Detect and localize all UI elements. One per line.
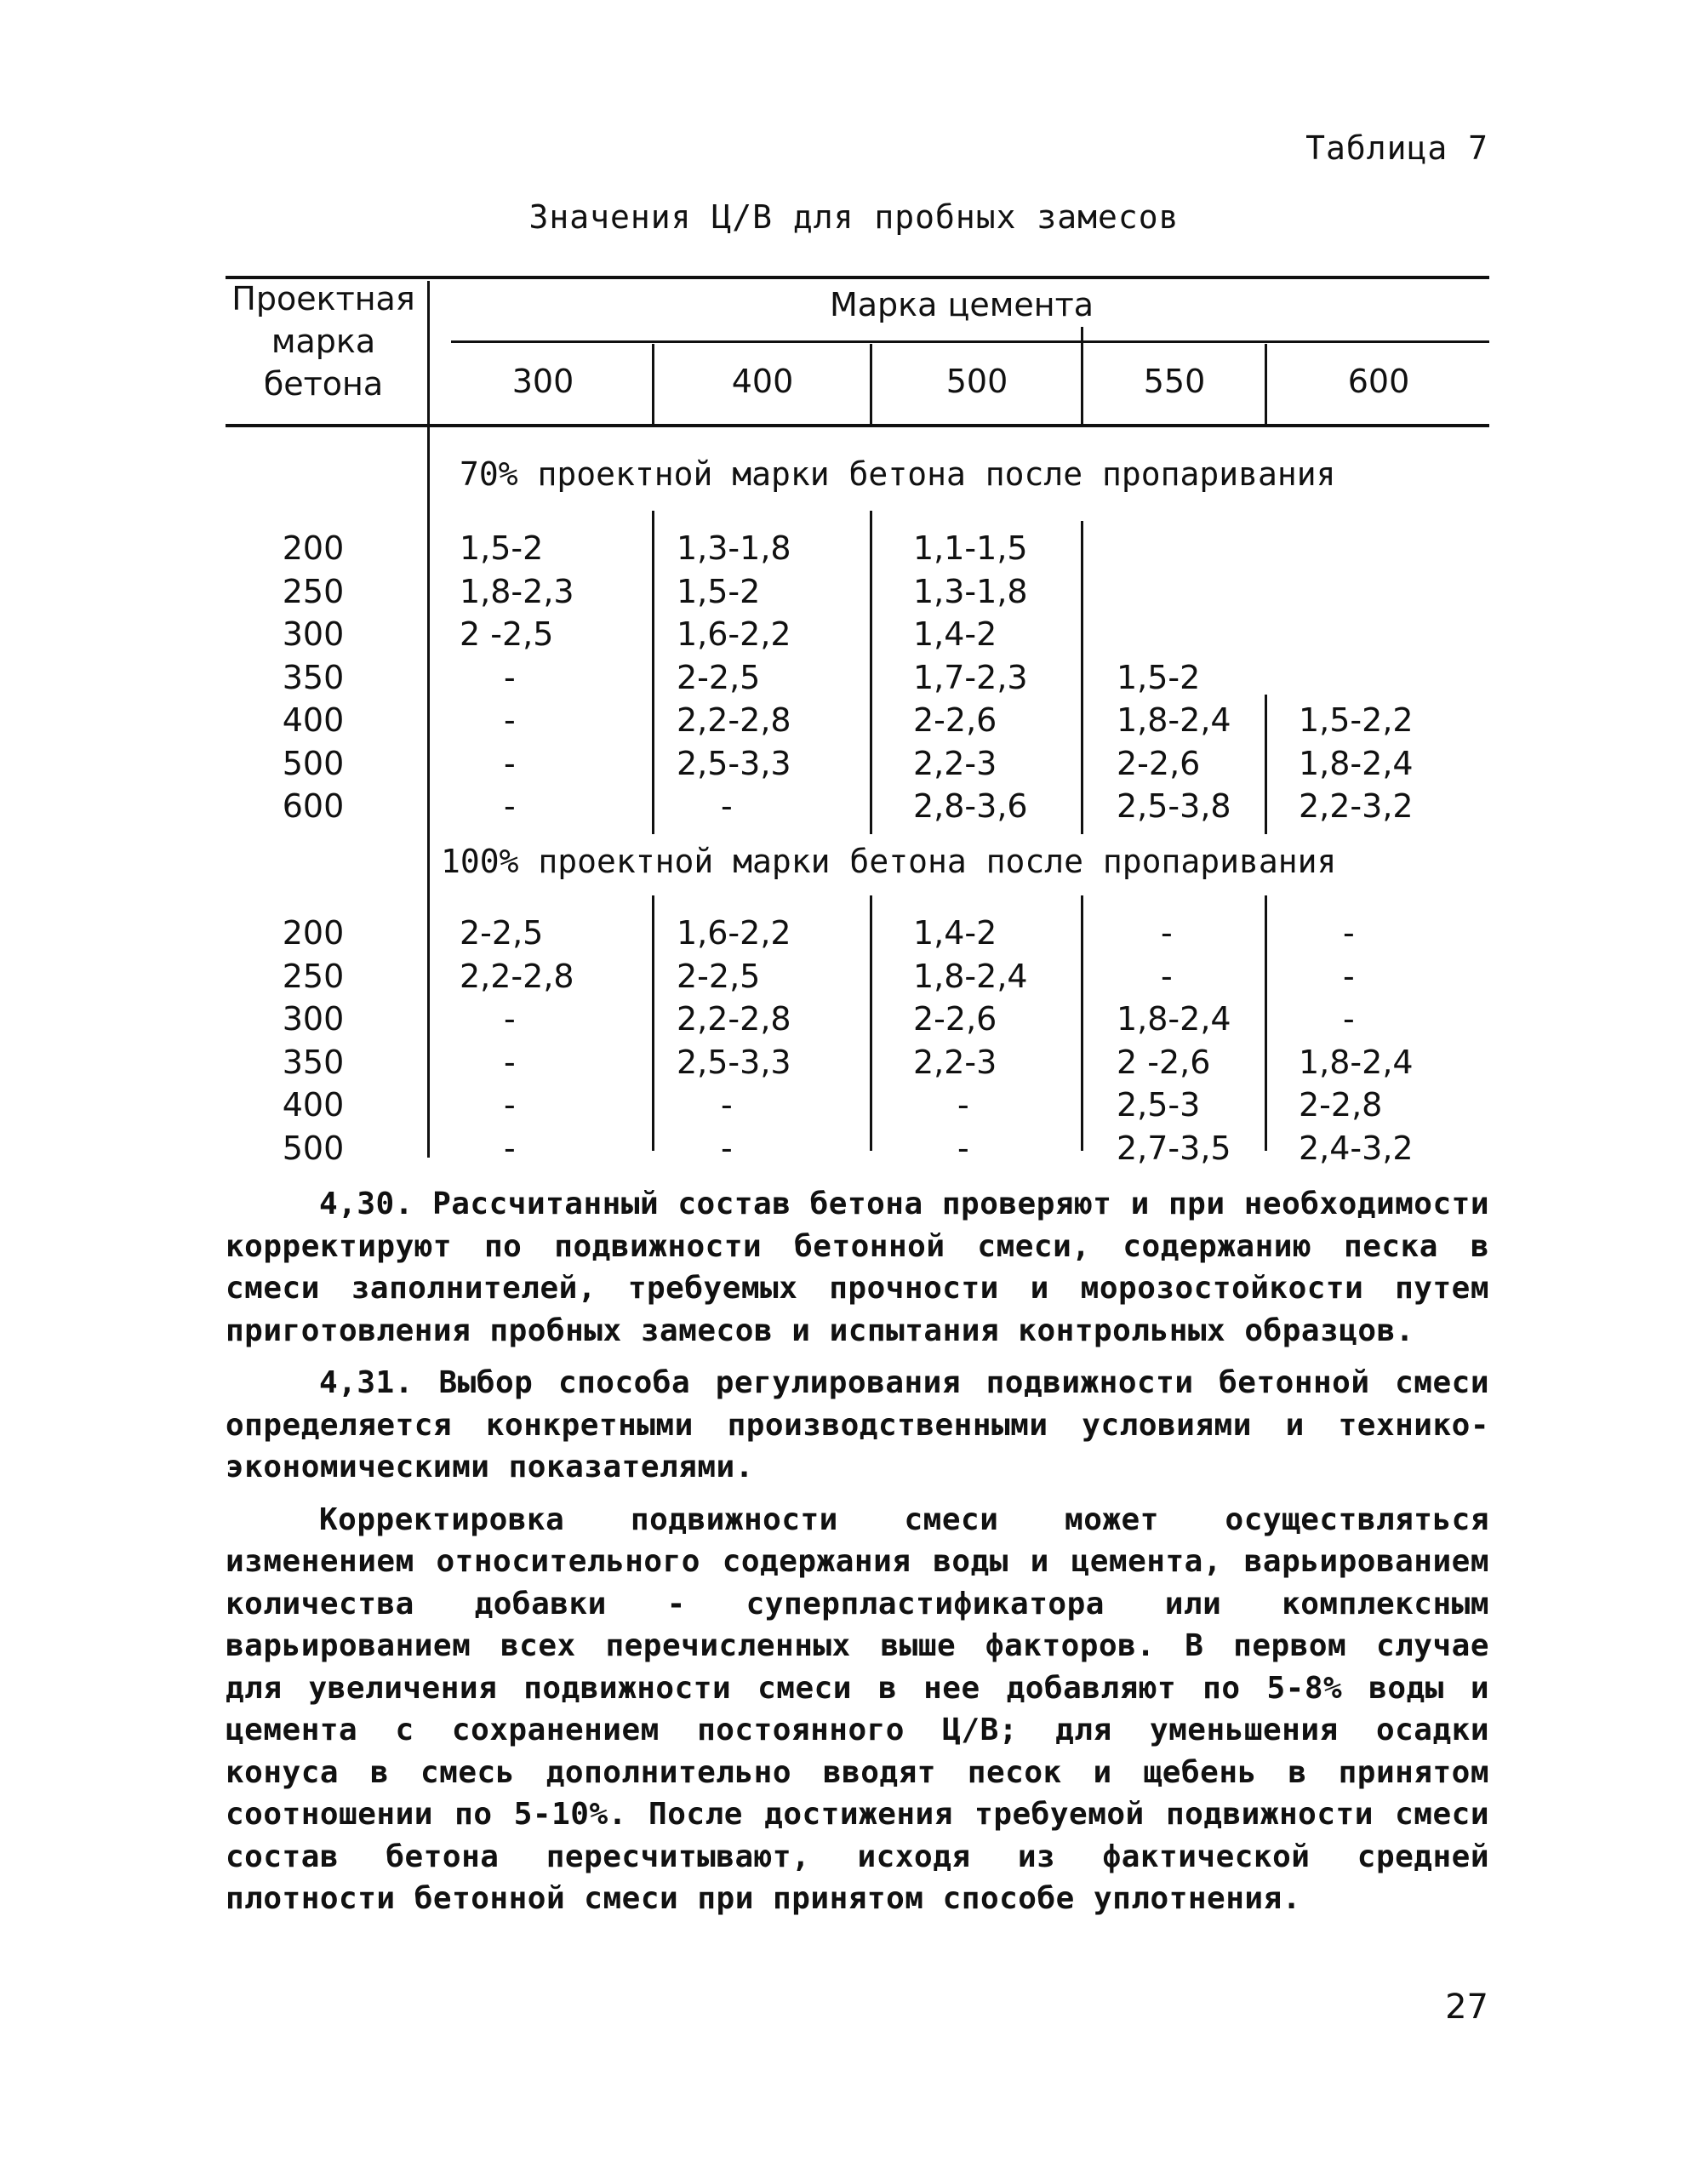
table-cell: 2-2,5 [677, 658, 761, 696]
table-cell: - [721, 1129, 733, 1167]
table-cell: - [721, 787, 733, 825]
table-cell: 1,8-2,4 [1299, 1043, 1414, 1081]
row-concrete-grade: 350 [282, 658, 345, 696]
header-divider-550-600 [1265, 344, 1267, 424]
table-cell: 1,6-2,2 [677, 615, 791, 653]
row-concrete-grade: 400 [282, 1086, 345, 1124]
table-cell: - [504, 658, 516, 696]
table-cell: 2-2,6 [1117, 744, 1201, 782]
cement-grade-header: Марка цемента [829, 286, 1094, 323]
stub-divider [427, 281, 430, 1158]
table-label: Таблица 7 [1305, 129, 1488, 167]
table-cell: - [721, 1086, 733, 1124]
table-cell: 2,2-2,8 [677, 1000, 791, 1038]
table-cell: - [957, 1086, 969, 1124]
row-concrete-grade: 350 [282, 1043, 345, 1081]
table-cell: 1,5-2 [677, 572, 761, 610]
column-rule [870, 511, 872, 834]
body-text [226, 1183, 1489, 1930]
table-cell: 1,7-2,3 [913, 658, 1028, 696]
table-cell: 1,4-2 [913, 615, 997, 653]
row-concrete-grade: 400 [282, 701, 345, 739]
table-cell: 2 -2,5 [460, 615, 554, 653]
column-rule [652, 895, 654, 1151]
paragraph-correction: Корректировка подвижности смеси может осуществляться изменением относительного содержания воды и цемента, варьированием количества добавки - суперпластификатора или комплексным варьированием всех перечисленных выше факторов. В первом случае для увеличения подвижности смеси в нее добавляют по 5-8% воды и цемента с сохранением постоянного Ц/В; для уменьшения осадки конуса в смесь дополнительно вводят песок и щебень в принятом соотношении по 5-10%. После достижения требуемой подвижности смеси состав бетона пересчитывают, исходя из фактической средней плотности бетонной смеси при принятом способе уплотнения. [226, 1501, 1489, 1916]
table-cell: 1,8-2,3 [460, 572, 574, 610]
table-cell: 2,2-2,8 [677, 701, 791, 739]
row-concrete-grade: 250 [282, 572, 345, 610]
table-cell: - [504, 701, 516, 739]
table-cell: 2,8-3,6 [913, 787, 1028, 825]
table-cell: 1,3-1,8 [677, 529, 791, 567]
table-cell: 2,5-3 [1117, 1086, 1201, 1124]
row-concrete-grade: 600 [282, 787, 345, 825]
page-number: 27 [1445, 1988, 1488, 2027]
row-concrete-grade: 300 [282, 615, 345, 653]
table-cell: 2,5-3,3 [677, 744, 791, 782]
table-cell: - [1161, 957, 1173, 995]
table-cell: 1,3-1,8 [913, 572, 1028, 610]
table-title: Значения Ц/В для пробных замесов [528, 198, 1180, 236]
table-cell: 2,4-3,2 [1299, 1129, 1414, 1167]
table-cell: - [1161, 914, 1173, 952]
header-divider-300-400 [652, 344, 654, 424]
table-cell: 1,4-2 [913, 914, 997, 952]
table-cell: 1,8-2,4 [913, 957, 1028, 995]
table-cell: 1,6-2,2 [677, 914, 791, 952]
table-cell: 1,5-2 [460, 529, 544, 567]
table-cell: 2,7-3,5 [1117, 1129, 1231, 1167]
row-concrete-grade: 250 [282, 957, 345, 995]
table-cell: 2-2,6 [913, 1000, 997, 1038]
row-concrete-grade: 300 [282, 1000, 345, 1038]
table-cell: 1,5-2,2 [1299, 701, 1414, 739]
table-cell: 2,2-3 [913, 1043, 997, 1081]
table-cell: 2 -2,6 [1117, 1043, 1211, 1081]
header-bottom-rule [226, 424, 1489, 427]
row-concrete-grade: 200 [282, 529, 345, 567]
cement-grade-600: 600 [1347, 363, 1410, 400]
cement-grade-500: 500 [945, 363, 1008, 400]
header-divider-500-550 [1081, 327, 1083, 424]
table-cell: 1,8-2,4 [1117, 1000, 1231, 1038]
column-rule [652, 511, 654, 834]
row-concrete-grade: 500 [282, 744, 345, 782]
row-concrete-grade: 500 [282, 1129, 345, 1167]
table-cell: - [504, 1043, 516, 1081]
table-cell: - [504, 1086, 516, 1124]
table-cell: - [957, 1129, 969, 1167]
table-cell: - [504, 1129, 516, 1167]
table-cell: 2,2-3,2 [1299, 787, 1414, 825]
concrete-grade-header: Проектная марка бетона [231, 280, 415, 403]
table-cell: 2-2,8 [1299, 1086, 1383, 1124]
paragraph-4-31: 4,31. Выбор способа регулирования подвижности бетонной смеси определяется конкретными производственными условиями и технико-экономическими показателями. [226, 1365, 1489, 1484]
table-cell: 2,5-3,3 [677, 1043, 791, 1081]
table-cell: - [1343, 957, 1355, 995]
column-rule [1265, 895, 1267, 1151]
table-cell: 1,5-2 [1117, 658, 1201, 696]
header-divider-400-500 [870, 344, 872, 424]
cement-header-rule [451, 340, 1489, 343]
table-cell: 2,2-2,8 [460, 957, 574, 995]
table-cell: - [504, 1000, 516, 1038]
column-rule [870, 895, 872, 1151]
cement-grade-300: 300 [511, 363, 574, 400]
table-cell: - [504, 787, 516, 825]
table-cell: 1,8-2,4 [1299, 744, 1414, 782]
table-cell: 1,1-1,5 [913, 529, 1028, 567]
paragraph-4-30: 4,30. Рассчитанный состав бетона проверяют и при необходимости корректируют по подвижности бетонной смеси, содержанию песка в смеси заполнителей, требуемых прочности и морозостойкости путем приготовления пробных замесов и испытания контрольных образцов. [226, 1187, 1489, 1348]
cement-grade-550: 550 [1143, 363, 1206, 400]
cement-grade-400: 400 [731, 363, 794, 400]
table-cell: 1,8-2,4 [1117, 701, 1231, 739]
section-heading: 100% проектной марки бетона после пропаривания [441, 843, 1337, 880]
table-cell: 2-2,6 [913, 701, 997, 739]
table-cell: 2-2,5 [460, 914, 544, 952]
table-cell: 2,5-3,8 [1117, 787, 1231, 825]
section-heading: 70% проектной марки бетона после пропаривания [460, 455, 1336, 493]
table-cell: 2,2-3 [913, 744, 997, 782]
row-concrete-grade: 200 [282, 914, 345, 952]
table-cell: - [1343, 914, 1355, 952]
column-rule [1265, 695, 1267, 834]
table-cell: - [1343, 1000, 1355, 1038]
column-rule [1081, 895, 1083, 1151]
table-cell: 2-2,5 [677, 957, 761, 995]
column-rule [1081, 521, 1083, 834]
table-cell: - [504, 744, 516, 782]
